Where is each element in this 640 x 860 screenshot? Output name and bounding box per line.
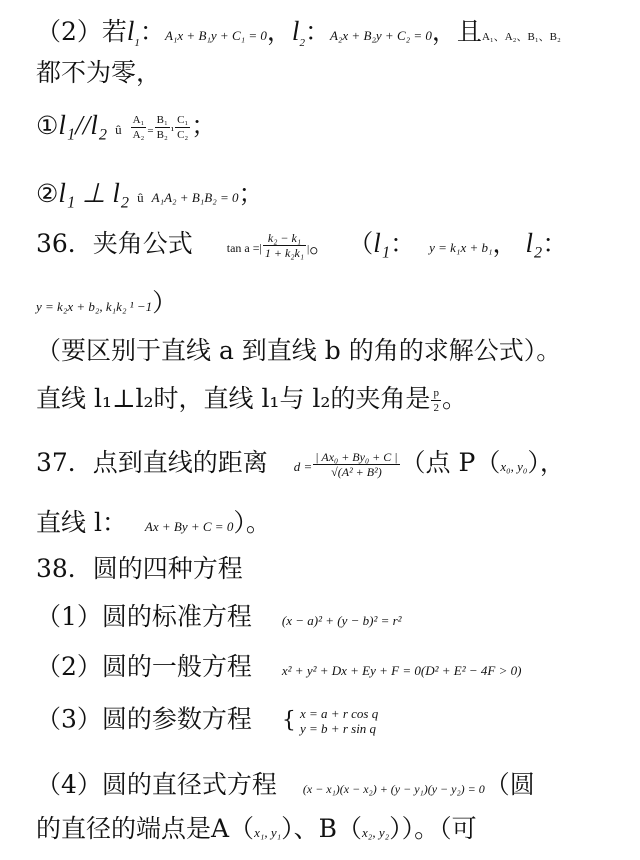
semicolon: ； [191, 111, 217, 140]
colon: ： [139, 17, 165, 46]
standard-equation: (x − a)² + (y − b)² = r² [281, 613, 402, 628]
ratio-c-numerator: C₁ [177, 114, 189, 126]
section-36-perp-angle [36, 386, 467, 415]
section-36-note [36, 338, 561, 363]
section-37-heading: 37．点到直线的距离 [36, 448, 268, 477]
ratio-b [155, 113, 170, 142]
closing-text: ））。（可 [389, 814, 477, 843]
right-angle-denominator: 2 [433, 402, 439, 414]
separator: ， [266, 17, 292, 46]
close-paren: ）， [527, 448, 565, 477]
iff-symbol: û [115, 122, 122, 137]
coefficient-list: A₁、A₂、B₁、B₂ [481, 31, 561, 43]
semicolon: ； [238, 179, 264, 208]
section-37-line [36, 450, 565, 479]
line-l-label: 直线 l： [36, 508, 127, 537]
nonzero-text: 都不为零， [36, 58, 162, 87]
parametric-rows [300, 706, 378, 736]
section-38-title: 38．圆的四种方程 [36, 554, 243, 583]
line-l2-symbol: l [291, 16, 300, 46]
ratio-b-denominator: B₂ [156, 129, 168, 141]
parametric-y: y = b + r sin q [300, 721, 377, 736]
period: 。 [441, 384, 467, 413]
circled-number-2: ② [36, 179, 59, 208]
diameter-equation-row [36, 772, 535, 797]
parametric-equation-row [36, 706, 378, 736]
line-l1-symbol: l [126, 16, 135, 46]
right-angle-fraction [431, 386, 441, 415]
ratio-c [175, 113, 190, 142]
ratio-a-numerator: A₁ [132, 114, 145, 126]
line-l1-subscript: 1 [134, 37, 140, 49]
line-l1-slope-equation: y = k₁x + b₁ [429, 240, 493, 255]
endpoint-b-coords: x₂, y₂ [362, 825, 390, 840]
perpendicular-condition [36, 180, 264, 207]
angle-formula [227, 231, 309, 260]
colon: ： [542, 229, 568, 258]
distinction-note: （要区别于直线 a 到直线 b 的角的求解公式）。 [36, 336, 562, 365]
distance-lhs: d = [293, 459, 313, 474]
angle-formula-numerator: k₂ − k₁ [263, 231, 306, 246]
parallel-condition [36, 112, 216, 142]
ratio-a [131, 113, 147, 142]
perpendicular-equation: A₁A₂ + B₁B₂ = 0 [151, 190, 239, 205]
point-coordinates: x₀, y₀ [500, 459, 528, 474]
section-38-heading [36, 556, 243, 581]
general-equation-label: （2）圆的一般方程 [36, 652, 252, 681]
condition-line [36, 18, 561, 49]
section-36-line [36, 230, 567, 260]
general-equation: x² + y² + Dx + Ey + F = 0(D² + E² − 4F > 0) [281, 663, 522, 678]
angle-formula-bar: | [307, 243, 310, 255]
open-paren: （ [348, 229, 374, 258]
distance-denominator: √(A² + B²) [331, 465, 382, 479]
brace-icon: { [281, 708, 296, 733]
line-l2-equation: A₂x + B₂y + C₂ = 0 [329, 28, 432, 43]
diameter-equation: (x − x₁)(x − x₂) + (y − y₁)(y − y₂) = 0 [302, 782, 485, 796]
line-l-equation: Ax + By + C = 0 [144, 519, 234, 534]
right-angle-numerator: p [433, 387, 439, 399]
ratio-b-numerator: B₁ [156, 114, 168, 126]
diameter-endpoints-row [36, 816, 477, 841]
line-l1-equation: A₁x + B₁y + C₁ = 0 [164, 28, 267, 43]
conjunction-text: ，且 [431, 17, 482, 46]
general-equation-row [36, 654, 521, 679]
ratio-c-denominator: C₂ [177, 129, 189, 141]
not-equal-symbol: ¹ [170, 125, 175, 137]
circled-number-1: ① [36, 111, 59, 140]
standard-equation-label: （1）圆的标准方程 [36, 602, 252, 631]
perp-angle-text: 直线 l₁⊥l₂时，直线 l₁与 l₂的夹角是 [36, 384, 431, 413]
line-l2-symbol: l₂ [525, 228, 543, 258]
endpoint-text: 的直径的端点是A（ [36, 814, 255, 843]
distance-fraction [313, 450, 399, 479]
close-paren: ）。 [233, 508, 271, 537]
parametric-equation-label: （3）圆的参数方程 [36, 704, 252, 734]
angle-formula-denominator: 1 + k₂k₁ [264, 246, 305, 260]
colon: ： [390, 229, 416, 258]
section-36-continued [36, 290, 177, 315]
period: 。 [309, 229, 335, 258]
perpendicular-statement: l₁ ⊥ l₂ [58, 178, 130, 208]
colon: ： [304, 17, 330, 46]
angle-formula-lhs: tan a =| [226, 241, 262, 255]
continuation-text: （圆 [484, 770, 535, 799]
condition-continuation [36, 60, 161, 85]
parallel-statement: l₁//l₂ [58, 110, 108, 140]
condition-prefix: （2）若 [36, 17, 127, 46]
section-37-line-def [36, 510, 271, 535]
parametric-x: x = a + r cos q [300, 706, 379, 721]
diameter-equation-label: （4）圆的直径式方程 [36, 770, 277, 799]
line-l2-subscript: 2 [299, 37, 305, 49]
equals-sign: = [147, 125, 154, 137]
point-label: （点 P（ [400, 448, 501, 477]
separator: ， [492, 229, 518, 258]
line-l1-symbol: l₁ [373, 228, 391, 258]
parametric-system [282, 706, 378, 736]
endpoint-separator: ）、B（ [281, 814, 363, 843]
ratio-a-denominator: A₂ [132, 129, 145, 141]
standard-equation-row [36, 604, 402, 629]
angle-formula-fraction [263, 231, 306, 260]
close-paren: ） [152, 288, 178, 317]
line-l2-slope-equation: y = k₂x + b₂, k₁k₂ ¹ −1 [36, 299, 153, 314]
distance-formula [294, 450, 401, 479]
distance-numerator: | Ax₀ + By₀ + C | [315, 450, 398, 464]
section-36-heading: 36．夹角公式 [36, 229, 193, 258]
endpoint-a-coords: x₁, y₁ [254, 825, 282, 840]
iff-symbol: û [137, 190, 144, 205]
